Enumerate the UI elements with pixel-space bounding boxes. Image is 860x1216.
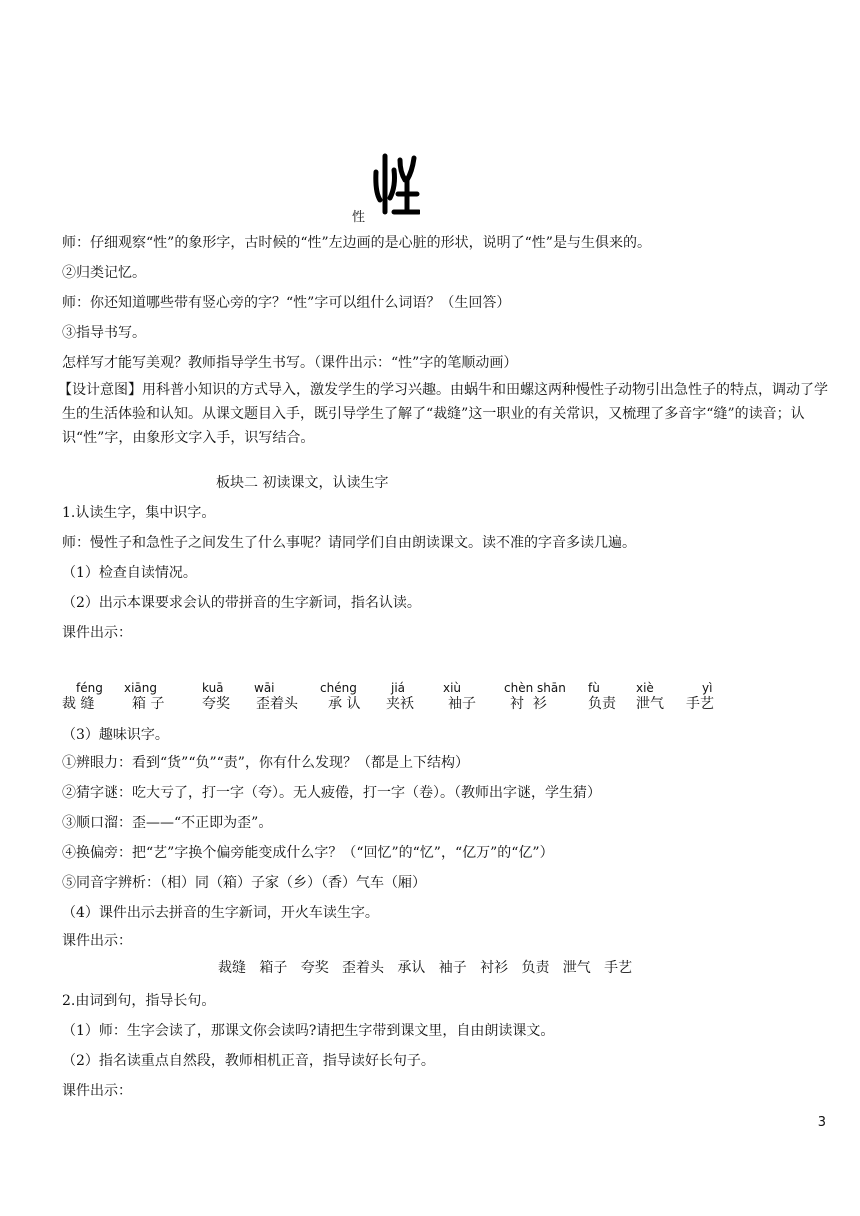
word-label: 夸奖 — [202, 696, 230, 712]
word-label: 承 认 — [328, 696, 361, 712]
seal-caption: 性 — [352, 210, 366, 225]
paragraph-line: ①辨眼力：看到“货”“负”“责”，你有什么发现？（都是上下结构） — [62, 755, 469, 771]
paragraph-line: ③指导书写。 — [62, 325, 146, 341]
paragraph-line: ②归类记忆。 — [62, 265, 146, 281]
paragraph-line: （1）师：生字会读了，那课文你会读吗?请把生字带到课文里，自由朗读课文。 — [62, 1023, 555, 1039]
paragraph-line: 1.认读生字，集中识字。 — [62, 505, 216, 521]
word-list-row: 裁缝 箱子 夸奖 歪着头 承认 袖子 衬衫 负责 泄气 手艺 — [218, 960, 633, 976]
pinyin-label: xiāng — [124, 681, 158, 695]
pinyin-label: kuā — [202, 681, 224, 695]
seal-script-xing-image — [372, 150, 420, 220]
pinyin-label: wāi — [254, 681, 275, 695]
section-heading: 板块二 初读课文，认读生字 — [216, 475, 389, 491]
paragraph-line: ⑤同音字辨析：（相）同（箱）子家（乡）（香）气车（厢） — [62, 875, 426, 891]
word-label: 衬 衫 — [510, 696, 547, 712]
word-label: 箱 子 — [132, 696, 165, 712]
word-label: 袖子 — [448, 696, 476, 712]
design-intent-paragraph: 【设计意图】用科普小知识的方式导入，激发学生的学习兴趣。由蜗牛和田螺这两种慢性子动物引出急性子的特点，调动了学生的生活体验和认知。从课文题目入手，既引导学生了解了“裁缝”这一职业的有关常识，又梳理了多音字“缝”的读音；认识“性”字，由象形文字入手，识写结合。 — [58, 382, 828, 446]
pinyin-label: fù — [588, 681, 600, 695]
word-label: 泄气 — [636, 696, 664, 712]
paragraph-line: （2）出示本课要求会认的带拼音的生字新词，指名认读。 — [62, 595, 421, 611]
paragraph-line: 课件出示： — [62, 625, 132, 641]
paragraph-line: 课件出示： — [62, 1083, 132, 1099]
pinyin-label: jiá — [391, 681, 406, 695]
paragraph-line: （3）趣味识字。 — [62, 727, 169, 743]
pinyin-word-row — [62, 681, 762, 717]
paragraph-line: 课件出示： — [62, 933, 132, 949]
word-label: 负责 — [588, 696, 616, 712]
word-label: 裁 缝 — [62, 696, 95, 712]
paragraph-line: 师：仔细观察“性”的象形字，古时候的“性”左边画的是心脏的形状，说明了“性”是与生俱来的。 — [62, 235, 651, 251]
paragraph-line: 师：慢性子和急性子之间发生了什么事呢？请同学们自由朗读课文。读不准的字音多读几遍。 — [62, 535, 636, 551]
paragraph-line: （1）检查自读情况。 — [62, 565, 197, 581]
word-label: 歪着头 — [256, 696, 298, 712]
paragraph-line: （4）课件出示去拼音的生字新词，开火车读生字。 — [62, 905, 379, 921]
pinyin-label: xiè — [636, 681, 654, 695]
paragraph-line: 2.由词到句，指导长句。 — [62, 993, 216, 1009]
page-number: 3 — [817, 1115, 826, 1130]
pinyin-label: chéng — [320, 681, 357, 695]
paragraph-line: ④换偏旁：把“艺”字换个偏旁能变成什么字？（“回忆”的“忆”，“亿万”的“亿”） — [62, 845, 554, 861]
paragraph-line: ③顺口溜：歪——“不正即为歪”。 — [62, 815, 273, 831]
paragraph-line: 师：你还知道哪些带有竖心旁的字？“性”字可以组什么词语？（生回答） — [62, 295, 511, 311]
pinyin-label: xiù — [443, 681, 462, 695]
pinyin-label: chèn shān — [504, 681, 566, 695]
word-label: 夹袄 — [386, 696, 414, 712]
pinyin-label: yì — [702, 681, 713, 695]
word-label: 手艺 — [686, 696, 714, 712]
paragraph-line: （2）指名读重点自然段，教师相机正音，指导读好长句子。 — [62, 1053, 435, 1069]
paragraph-line: 怎样写才能写美观？教师指导学生书写。（课件出示：“性”字的笔顺动画） — [62, 355, 518, 371]
paragraph-line: ②猜字谜：吃大亏了，打一字（夸）。无人疲倦，打一字（卷）。（教师出字谜，学生猜） — [62, 785, 601, 801]
seal-script-figure — [352, 150, 432, 225]
pinyin-label: féng — [76, 681, 103, 695]
